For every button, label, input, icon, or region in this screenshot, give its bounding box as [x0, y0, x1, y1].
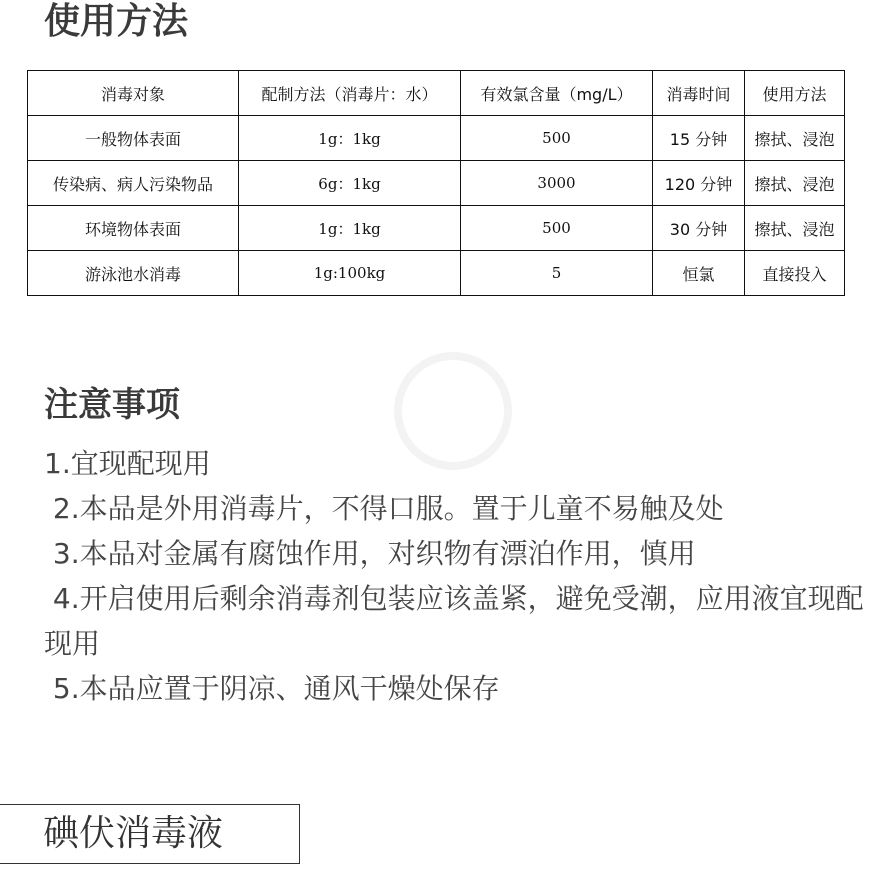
usage-table [27, 70, 845, 296]
table-cell-method: 直接投入 [745, 251, 845, 296]
list-item: 3.本品对金属有腐蚀作用，对织物有漂泊作用，慎用 [44, 537, 696, 570]
table-cell-method: 擦拭、浸泡 [745, 161, 845, 206]
table-header-cell: 消毒时间 [653, 71, 745, 116]
table-cell-chlorine: 500 [461, 116, 653, 161]
table-cell-object: 传染病、病人污染物品 [28, 161, 239, 206]
usage-section-title: 使用方法 [44, 1, 189, 42]
table-cell-ratio: 6g：1kg [239, 161, 461, 206]
list-item: 5.本品应置于阴凉、通风干燥处保存 [44, 672, 500, 705]
table-cell-ratio: 1g：1kg [239, 206, 461, 251]
table-cell-object: 一般物体表面 [28, 116, 239, 161]
table-header-row [28, 71, 845, 116]
table-cell-time: 30 分钟 [653, 206, 745, 251]
table-cell-chlorine: 3000 [461, 161, 653, 206]
table-cell-time: 恒氯 [653, 251, 745, 296]
list-item: 1.宜现配现用 [44, 447, 211, 480]
table-header-cell: 消毒对象 [28, 71, 239, 116]
table-cell-object: 环境物体表面 [28, 206, 239, 251]
table-row [28, 251, 845, 296]
table-cell-ratio: 1g:100kg [239, 251, 461, 296]
table-cell-object: 游泳池水消毒 [28, 251, 239, 296]
table-header-cell: 有效氯含量（mg/L） [461, 71, 653, 116]
notes-list [44, 441, 864, 711]
table-cell-time: 120 分钟 [653, 161, 745, 206]
next-section-header [0, 804, 300, 864]
next-section-title: 碘伏消毒液 [43, 813, 224, 854]
list-item: 4.开启使用后剩余消毒剂包装应该盖紧，避免受潮，应用液宜现配现用 [44, 582, 864, 660]
table-cell-method: 擦拭、浸泡 [745, 116, 845, 161]
table-row [28, 116, 845, 161]
list-item: 2.本品是外用消毒片，不得口服。置于儿童不易触及处 [44, 492, 724, 525]
table-cell-chlorine: 500 [461, 206, 653, 251]
table-cell-ratio: 1g：1kg [239, 116, 461, 161]
table-header-cell: 使用方法 [745, 71, 845, 116]
table-row [28, 161, 845, 206]
table-row [28, 206, 845, 251]
table-cell-chlorine: 5 [461, 251, 653, 296]
table-cell-time: 15 分钟 [653, 116, 745, 161]
table-cell-method: 擦拭、浸泡 [745, 206, 845, 251]
table-header-cell: 配制方法（消毒片：水） [239, 71, 461, 116]
notes-section-title: 注意事项 [44, 385, 180, 425]
